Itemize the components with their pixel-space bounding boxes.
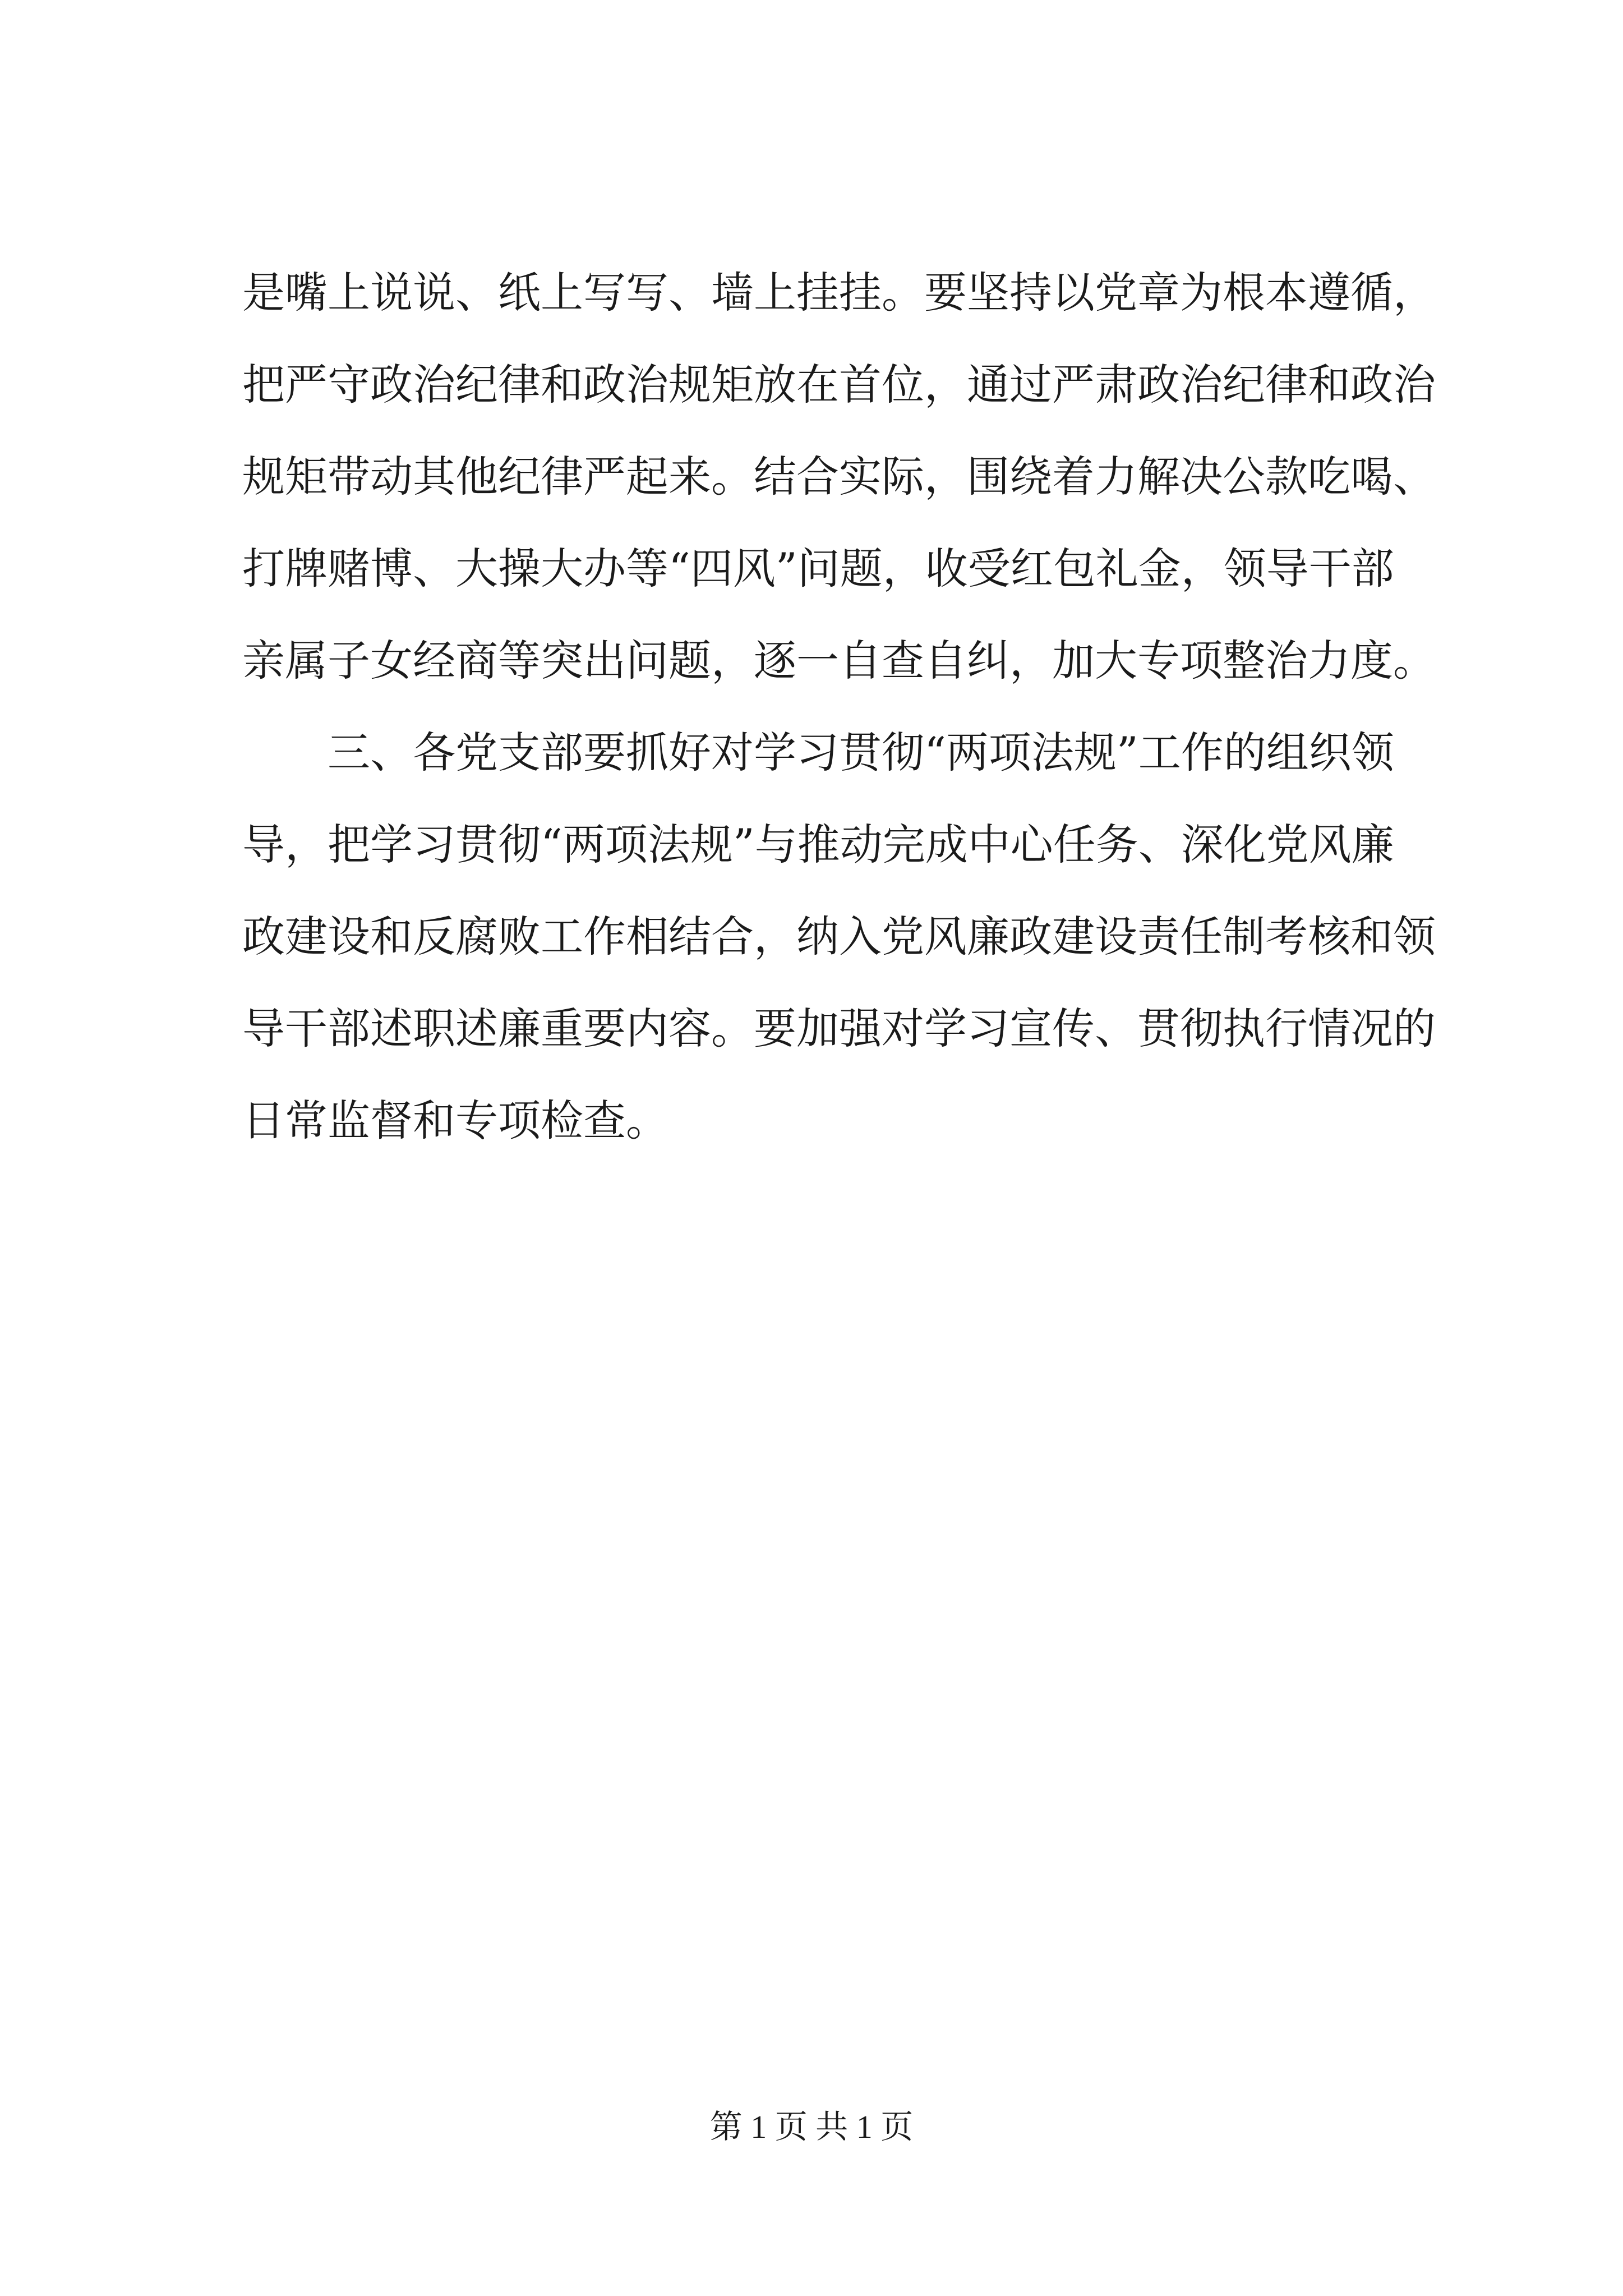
text-line: 是嘴上说说、纸上写写、墙上挂挂。要坚持以党章为根本遵循， bbox=[242, 268, 1436, 318]
text-line: 导，把学习贯彻“两项法规”与推动完成中心任务、深化党风廉 bbox=[242, 820, 1394, 869]
document-body bbox=[242, 247, 1436, 1167]
text-line: 规矩带动其他纪律严起来。结合实际，围绕着力解决公款吃喝、 bbox=[242, 452, 1436, 501]
text-line: 政建设和反腐败工作相结合，纳入党风廉政建设责任制考核和领 bbox=[242, 912, 1436, 961]
text-line: 三、各党支部要抓好对学习贯彻“两项法规”工作的组织领 bbox=[242, 728, 1394, 777]
text-line: 打牌赌博、大操大办等“四风”问题，收受红包礼金，领导干部 bbox=[242, 544, 1394, 593]
text-line: 日常监督和专项检查。 bbox=[242, 1096, 668, 1145]
page-number-footer: 第 1 页 共 1 页 bbox=[709, 2109, 914, 2145]
text-line: 把严守政治纪律和政治规矩放在首位，通过严肃政治纪律和政治 bbox=[242, 360, 1436, 409]
text-line: 亲属子女经商等突出问题，逐一自查自纠，加大专项整治力度。 bbox=[242, 636, 1436, 685]
text-line: 导干部述职述廉重要内容。要加强对学习宣传、贯彻执行情况的 bbox=[242, 1004, 1436, 1053]
